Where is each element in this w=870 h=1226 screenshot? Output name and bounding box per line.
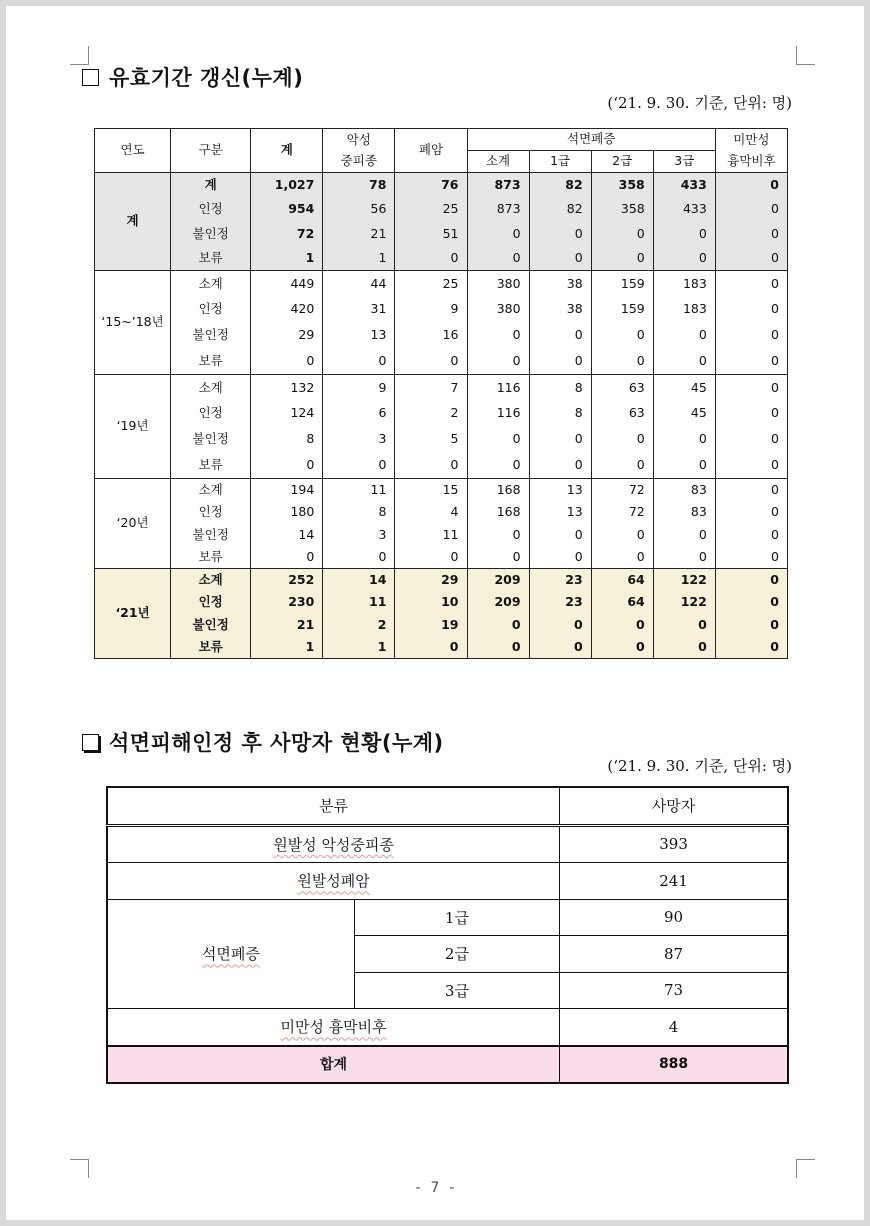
row-label: 보류 [171, 546, 251, 569]
section2-note: (‘21. 9. 30. 기준, 단위: 명) [607, 757, 792, 775]
cell-lung: 5 [395, 427, 467, 453]
cell-g2: 358 [591, 197, 653, 222]
table-row [95, 453, 788, 479]
cell-g1: 0 [529, 524, 591, 547]
col-g3: 3급 [653, 151, 715, 173]
cell-sub: 0 [467, 524, 529, 547]
col-diffuse-line2: 흉막비후 [715, 151, 787, 173]
cell-g3: 45 [653, 401, 715, 427]
row-label: 보류 [171, 636, 251, 659]
cell-g1: 8 [529, 375, 591, 401]
cell-meso: 11 [323, 479, 395, 502]
cell-meso: 21 [323, 222, 395, 247]
cell-g1: 0 [529, 349, 591, 375]
col-diffuse-line1: 미만성 [715, 129, 787, 151]
cell-diffuse: 0 [715, 323, 787, 349]
table-row [95, 222, 788, 247]
cell-diffuse: 0 [715, 173, 787, 198]
diffuse-value: 4 [560, 1009, 788, 1046]
cell-g3: 0 [653, 546, 715, 569]
grade-value: 90 [560, 899, 788, 936]
row-label: 보류 [171, 349, 251, 375]
col-asbestosis: 석면폐증 [467, 129, 715, 151]
cell-lung: 0 [395, 349, 467, 375]
cell-g3: 122 [653, 591, 715, 614]
cell-diffuse: 0 [715, 501, 787, 524]
cell-g1: 0 [529, 546, 591, 569]
cell-total: 124 [251, 401, 323, 427]
cell-lung: 0 [395, 453, 467, 479]
cell-sub: 0 [467, 427, 529, 453]
cell-g3: 433 [653, 197, 715, 222]
crop-mark-top-right [796, 46, 815, 65]
cell-lung: 76 [395, 173, 467, 198]
table-row-total [107, 1046, 788, 1084]
asbestosis-label-text: 석면폐증 [201, 945, 260, 964]
cell-g3: 0 [653, 427, 715, 453]
cell-lung: 15 [395, 479, 467, 502]
cell-diffuse: 0 [715, 401, 787, 427]
cell-lung: 4 [395, 501, 467, 524]
table-row [107, 899, 788, 936]
cell-meso: 9 [323, 375, 395, 401]
empty-square-icon [82, 69, 99, 86]
cell-diffuse: 0 [715, 297, 787, 323]
cell-lung: 0 [395, 246, 467, 271]
cell-g2: 64 [591, 591, 653, 614]
cell-total: 21 [251, 614, 323, 637]
cell-g2: 159 [591, 297, 653, 323]
cell-diffuse: 0 [715, 222, 787, 247]
cell-meso: 14 [323, 569, 395, 592]
cell-g2: 63 [591, 401, 653, 427]
col-year: 연도 [95, 129, 171, 173]
cell-lung: 7 [395, 375, 467, 401]
cell-diffuse: 0 [715, 349, 787, 375]
cell-meso: 0 [323, 546, 395, 569]
group-2015-2018 [95, 271, 788, 375]
cell-total: 0 [251, 453, 323, 479]
cell-sub: 168 [467, 479, 529, 502]
col-g1: 1급 [529, 151, 591, 173]
cell-sub: 0 [467, 453, 529, 479]
lung-value: 241 [560, 863, 788, 900]
renewal-table-header [95, 129, 788, 173]
cell-g1: 0 [529, 246, 591, 271]
cell-g1: 0 [529, 453, 591, 479]
cell-g1: 0 [529, 636, 591, 659]
cell-g3: 0 [653, 222, 715, 247]
cell-g1: 8 [529, 401, 591, 427]
cell-g1: 23 [529, 591, 591, 614]
cell-g2: 0 [591, 222, 653, 247]
table-row [95, 197, 788, 222]
cell-g2: 72 [591, 479, 653, 502]
cell-lung: 51 [395, 222, 467, 247]
cell-total: 252 [251, 569, 323, 592]
row-label: 인정 [171, 197, 251, 222]
grade-label: 1급 [354, 899, 559, 936]
table-row [95, 501, 788, 524]
lung-label [107, 863, 560, 900]
group-total [95, 173, 788, 271]
table-row [95, 524, 788, 547]
cell-total: 132 [251, 375, 323, 401]
cell-total: 0 [251, 546, 323, 569]
section2-heading [82, 727, 444, 757]
row-label: 인정 [171, 401, 251, 427]
cell-sub: 209 [467, 591, 529, 614]
row-label: 인정 [171, 591, 251, 614]
cell-g1: 0 [529, 427, 591, 453]
cell-g3: 433 [653, 173, 715, 198]
cell-meso: 1 [323, 636, 395, 659]
cell-sub: 116 [467, 375, 529, 401]
cell-sub: 0 [467, 222, 529, 247]
cell-g2: 0 [591, 614, 653, 637]
row-label: 인정 [171, 297, 251, 323]
cell-diffuse: 0 [715, 614, 787, 637]
lung-label-text: 원발성폐암 [297, 872, 370, 891]
cell-meso: 78 [323, 173, 395, 198]
col-sub: 소계 [467, 151, 529, 173]
crop-mark-bottom-right [796, 1159, 815, 1178]
cell-g2: 0 [591, 524, 653, 547]
cell-g3: 0 [653, 636, 715, 659]
cell-total: 1 [251, 636, 323, 659]
cell-total: 0 [251, 349, 323, 375]
group-2019 [95, 375, 788, 479]
table-row [95, 246, 788, 271]
col-category: 구분 [171, 129, 251, 173]
cell-g1: 13 [529, 501, 591, 524]
cell-sub: 380 [467, 271, 529, 297]
section2-title: 석면피해인정 후 사망자 현황(누계) [109, 731, 444, 755]
cell-meso: 44 [323, 271, 395, 297]
cell-sub: 0 [467, 636, 529, 659]
cell-diffuse: 0 [715, 524, 787, 547]
cell-total: 29 [251, 323, 323, 349]
row-label: 보류 [171, 453, 251, 479]
table-row [95, 349, 788, 375]
cell-diffuse: 0 [715, 636, 787, 659]
cell-sub: 0 [467, 246, 529, 271]
cell-g1: 38 [529, 271, 591, 297]
cell-g3: 0 [653, 453, 715, 479]
cell-meso: 1 [323, 246, 395, 271]
row-label: 계 [171, 173, 251, 198]
cell-sub: 380 [467, 297, 529, 323]
cell-lung: 0 [395, 546, 467, 569]
year-cell: 계 [95, 173, 171, 271]
grade-value: 73 [560, 972, 788, 1009]
cell-g1: 0 [529, 323, 591, 349]
grade-label: 2급 [354, 936, 559, 973]
cell-g3: 0 [653, 246, 715, 271]
row-label: 소계 [171, 271, 251, 297]
cell-g2: 0 [591, 546, 653, 569]
cell-g3: 45 [653, 375, 715, 401]
table-row [95, 427, 788, 453]
cell-g2: 64 [591, 569, 653, 592]
cell-diffuse: 0 [715, 569, 787, 592]
group-2020 [95, 479, 788, 569]
cell-g3: 0 [653, 349, 715, 375]
cell-lung: 19 [395, 614, 467, 637]
cell-sub: 209 [467, 569, 529, 592]
table-row [95, 636, 788, 659]
meso-value: 393 [560, 825, 788, 863]
cell-sub: 873 [467, 173, 529, 198]
cell-total: 180 [251, 501, 323, 524]
col-deaths: 사망자 [560, 787, 788, 825]
col-lung: 폐암 [395, 129, 467, 173]
cell-g2: 0 [591, 323, 653, 349]
year-cell: ‘15~’18년 [95, 271, 171, 375]
row-label: 보류 [171, 246, 251, 271]
cell-diffuse: 0 [715, 546, 787, 569]
cell-sub: 168 [467, 501, 529, 524]
row-label: 소계 [171, 479, 251, 502]
deaths-table [106, 786, 789, 1084]
col-total: 계 [251, 129, 323, 173]
cell-g2: 72 [591, 501, 653, 524]
table-row [107, 825, 788, 863]
cell-g2: 0 [591, 453, 653, 479]
cell-lung: 11 [395, 524, 467, 547]
cell-sub: 0 [467, 323, 529, 349]
meso-label [107, 825, 560, 863]
cell-sub: 0 [467, 546, 529, 569]
cell-sub: 116 [467, 401, 529, 427]
cell-lung: 0 [395, 636, 467, 659]
table-row [95, 401, 788, 427]
row-label: 불인정 [171, 614, 251, 637]
cell-g3: 0 [653, 323, 715, 349]
cell-meso: 6 [323, 401, 395, 427]
cell-total: 449 [251, 271, 323, 297]
cell-sub: 0 [467, 349, 529, 375]
table-row [95, 375, 788, 401]
col-meso-line1: 악성 [323, 129, 395, 151]
cell-meso: 3 [323, 427, 395, 453]
table-row [95, 569, 788, 592]
cell-g2: 358 [591, 173, 653, 198]
cell-g1: 23 [529, 569, 591, 592]
cell-g3: 0 [653, 614, 715, 637]
table-row [95, 271, 788, 297]
cell-g2: 63 [591, 375, 653, 401]
meso-label-text: 원발성 악성중피종 [273, 835, 394, 854]
total-value: 888 [560, 1046, 788, 1084]
col-g2: 2급 [591, 151, 653, 173]
cell-diffuse: 0 [715, 375, 787, 401]
year-cell: ‘20년 [95, 479, 171, 569]
cell-g1: 13 [529, 479, 591, 502]
table-row [95, 591, 788, 614]
cell-meso: 11 [323, 591, 395, 614]
cell-meso: 31 [323, 297, 395, 323]
asbestosis-label [107, 899, 354, 1009]
cell-total: 194 [251, 479, 323, 502]
table-row [107, 863, 788, 900]
cell-g1: 0 [529, 614, 591, 637]
grade-label: 3급 [354, 972, 559, 1009]
section1-heading [82, 62, 303, 92]
cell-lung: 25 [395, 271, 467, 297]
cell-total: 420 [251, 297, 323, 323]
crop-mark-bottom-left [70, 1159, 89, 1178]
cell-sub: 873 [467, 197, 529, 222]
cell-meso: 56 [323, 197, 395, 222]
cell-diffuse: 0 [715, 453, 787, 479]
cell-g3: 83 [653, 501, 715, 524]
cell-g2: 0 [591, 246, 653, 271]
grade-value: 87 [560, 936, 788, 973]
cell-g1: 38 [529, 297, 591, 323]
table-row [95, 173, 788, 198]
cell-g3: 83 [653, 479, 715, 502]
table-row [107, 787, 788, 825]
cell-meso: 3 [323, 524, 395, 547]
cell-lung: 10 [395, 591, 467, 614]
cell-meso: 13 [323, 323, 395, 349]
cell-g2: 0 [591, 427, 653, 453]
table-row [95, 297, 788, 323]
cell-g1: 82 [529, 197, 591, 222]
row-label: 불인정 [171, 427, 251, 453]
row-label: 불인정 [171, 323, 251, 349]
cell-lung: 16 [395, 323, 467, 349]
cell-diffuse: 0 [715, 427, 787, 453]
cell-diffuse: 0 [715, 271, 787, 297]
cell-g3: 122 [653, 569, 715, 592]
cell-meso: 0 [323, 349, 395, 375]
table-row [95, 479, 788, 502]
cell-meso: 8 [323, 501, 395, 524]
section1-title: 유효기간 갱신(누계) [109, 66, 304, 90]
cell-lung: 25 [395, 197, 467, 222]
table-row [95, 614, 788, 637]
total-label: 합계 [107, 1046, 560, 1084]
cell-lung: 9 [395, 297, 467, 323]
cell-total: 8 [251, 427, 323, 453]
cell-g3: 183 [653, 271, 715, 297]
cell-diffuse: 0 [715, 197, 787, 222]
cell-diffuse: 0 [715, 591, 787, 614]
col-category: 분류 [107, 787, 560, 825]
diffuse-label-text: 미만성 흉막비후 [280, 1018, 387, 1037]
table-row [95, 323, 788, 349]
cell-total: 954 [251, 197, 323, 222]
shadow-square-icon [82, 734, 99, 751]
cell-g1: 82 [529, 173, 591, 198]
cell-g2: 0 [591, 636, 653, 659]
cell-g2: 159 [591, 271, 653, 297]
cell-g3: 183 [653, 297, 715, 323]
cell-total: 230 [251, 591, 323, 614]
page-number: - 7 - [413, 1180, 457, 1196]
cell-lung: 2 [395, 401, 467, 427]
cell-g1: 0 [529, 222, 591, 247]
row-label: 불인정 [171, 524, 251, 547]
row-label: 소계 [171, 375, 251, 401]
table-row [95, 546, 788, 569]
year-cell: ‘19년 [95, 375, 171, 479]
section1-note: (‘21. 9. 30. 기준, 단위: 명) [607, 94, 792, 112]
cell-lung: 29 [395, 569, 467, 592]
diffuse-label [107, 1009, 560, 1046]
renewal-table [94, 128, 788, 659]
table-row [107, 1009, 788, 1046]
year-cell: ‘21년 [95, 569, 171, 659]
cell-total: 14 [251, 524, 323, 547]
cell-diffuse: 0 [715, 479, 787, 502]
row-label: 소계 [171, 569, 251, 592]
cell-meso: 2 [323, 614, 395, 637]
cell-sub: 0 [467, 614, 529, 637]
cell-g3: 0 [653, 524, 715, 547]
cell-meso: 0 [323, 453, 395, 479]
row-label: 불인정 [171, 222, 251, 247]
cell-diffuse: 0 [715, 246, 787, 271]
cell-total: 72 [251, 222, 323, 247]
cell-total: 1,027 [251, 173, 323, 198]
col-meso-line2: 중피종 [323, 151, 395, 173]
cell-g2: 0 [591, 349, 653, 375]
cell-total: 1 [251, 246, 323, 271]
group-2021 [95, 569, 788, 659]
row-label: 인정 [171, 501, 251, 524]
